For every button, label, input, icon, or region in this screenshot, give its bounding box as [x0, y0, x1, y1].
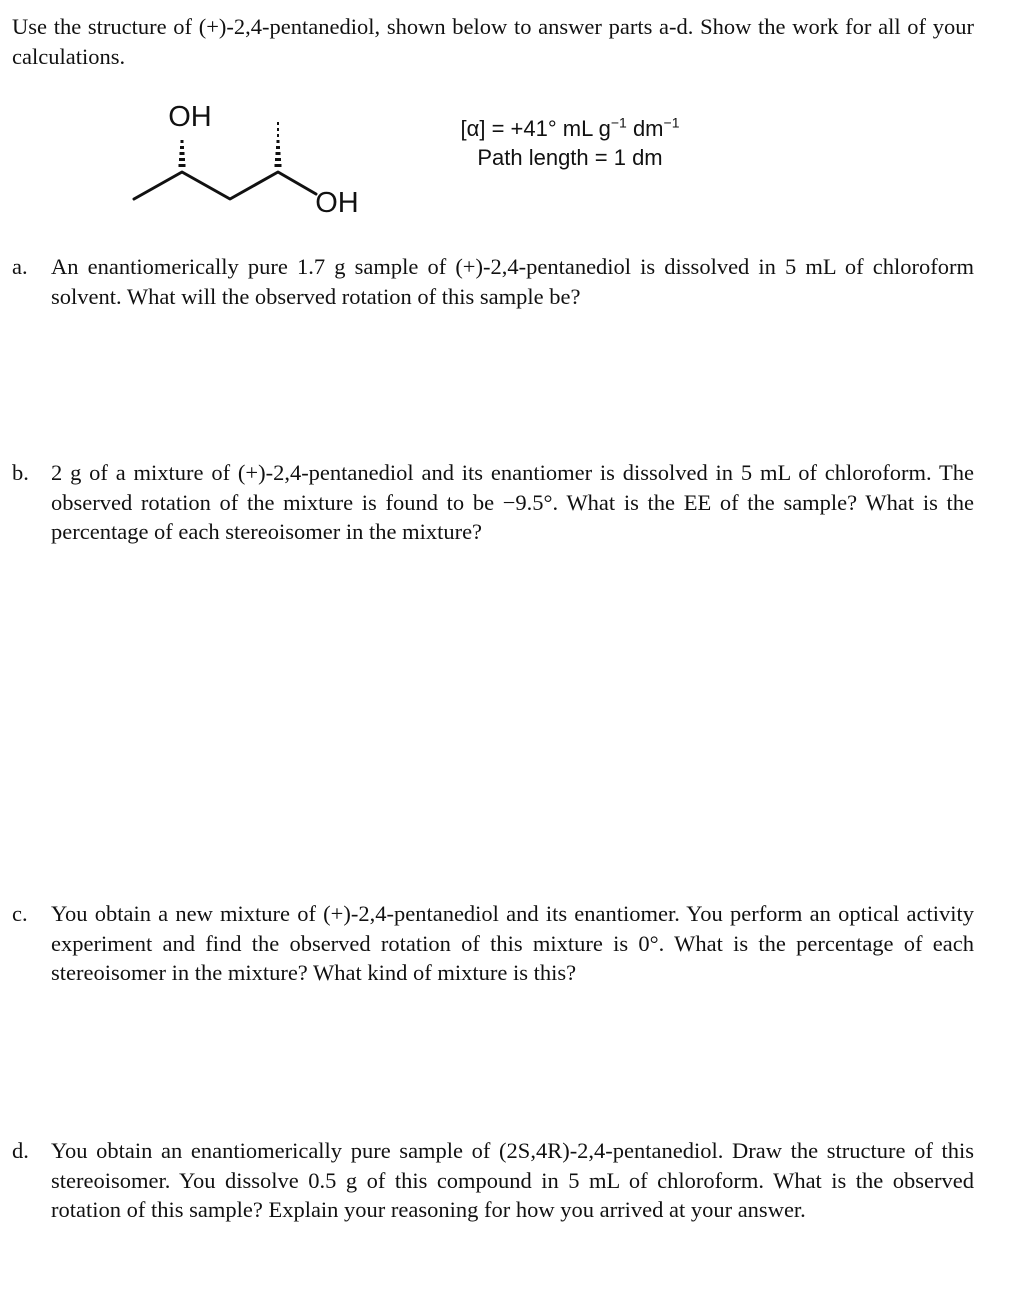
hydroxyl-label-right: OH: [315, 187, 359, 219]
molecule-structure: [120, 96, 380, 226]
question-letter: d.: [12, 1138, 29, 1163]
instructions: Use the structure of (+)-2,4-pentanediol, shown below to answer parts a-d. Show the work for all of your calculations.: [12, 14, 974, 69]
question-text: You obtain an enantiomerically pure sample of (2S,4R)-2,4-pentanediol. Draw the structure of this stereoisomer. You dissolve 0.5 g of this compound in 5 mL of chloroform. What is the observed rotation of this sample? Explain your reasoning for how you arrived at your answer.: [51, 1138, 974, 1222]
question-c: [12, 899, 974, 988]
question-text: An enantiomerically pure 1.7 g sample of (+)-2,4-pentanediol is dissolved in 5 mL of chloroform solvent. What will the observed rotation of this sample be?: [51, 254, 974, 309]
question-letter: b.: [12, 460, 29, 485]
question-b: [12, 458, 974, 547]
question-text: 2 g of a mixture of (+)-2,4-pentanediol and its enantiomer is dissolved in 5 mL of chloroform. The observed rotation of the mixture is found to be −9.5°. What is the EE of the sample? What is the percentage of each stereoisomer in the mixture?: [51, 460, 974, 544]
question-a: [12, 252, 974, 311]
hashed-wedge-top: [179, 140, 186, 167]
hashed-wedge-right: [275, 122, 282, 167]
question-text: You obtain a new mixture of (+)-2,4-pentanediol and its enantiomer. You perform an optical activity experiment and find the observed rotation of this mixture is 0°. What is the percentage of each stereoisomer in the mixture? What kind of mixture is this?: [51, 901, 974, 985]
path-length: Path length = 1 dm: [477, 145, 663, 170]
compound-properties: [420, 114, 720, 172]
hydroxyl-label-top: OH: [168, 101, 212, 133]
specific-rotation: [α] = +41° mL $g^{-1}$ $dm^{-1}$: [460, 114, 680, 141]
question-letter: c.: [12, 901, 28, 926]
carbon-skeleton: [134, 172, 316, 199]
question-letter: a.: [12, 254, 28, 279]
question-d: [12, 1136, 974, 1225]
